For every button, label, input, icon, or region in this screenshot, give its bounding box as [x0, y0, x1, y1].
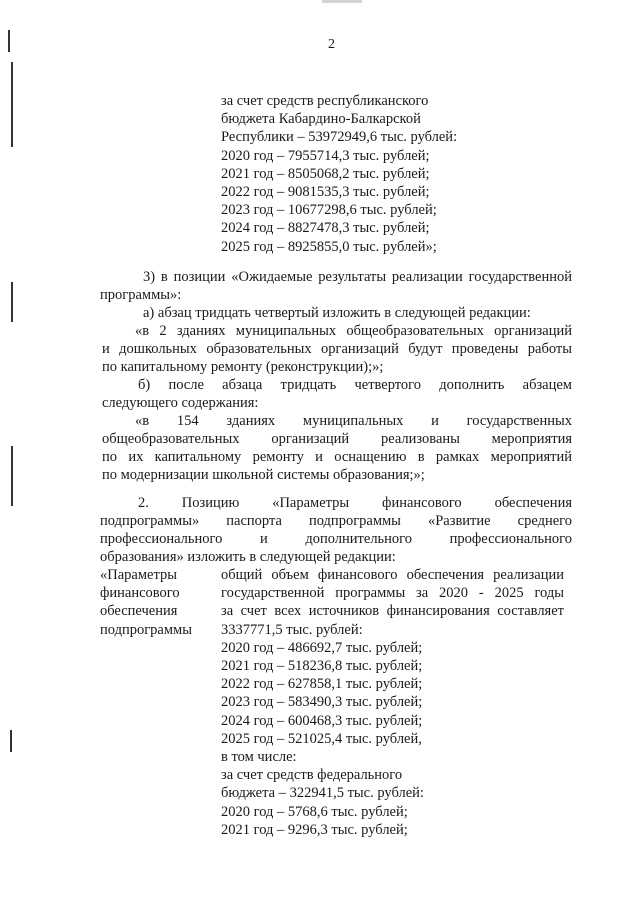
paragraph-line: следующего содержания:: [102, 395, 259, 411]
funding-line: 2023 год – 10677298,6 тыс. рублей;: [221, 202, 437, 219]
param-intro-line: за счет всех источников финансирования составляет: [221, 603, 564, 620]
left-margin-scan-mark: [11, 446, 13, 506]
page-number: 2: [328, 37, 335, 52]
param-intro-line: общий объем финансового обеспечения реализации: [221, 567, 564, 583]
funding-block-top: [221, 92, 457, 256]
param-year-line: 2023 год – 583490,3 тыс. рублей;: [221, 694, 423, 711]
param-year-line: 2020 год – 486692,7 тыс. рублей;: [221, 639, 423, 656]
param-value: [221, 566, 564, 839]
paragraph-line: б) после абзаца тридцать четвертого дополнить абзацем: [138, 377, 572, 393]
paragraph-line: образования» изложить в следующей редакции:: [100, 549, 396, 565]
param-including-line: в том числе:: [221, 749, 297, 766]
funding-line: бюджета Кабардино-Балкарской: [221, 111, 421, 128]
param-year-line: 2021 год – 518236,8 тыс. рублей;: [221, 658, 423, 675]
param-label-line: финансового: [100, 585, 180, 602]
paragraph-line: 3) в позиции «Ожидаемые результаты реализации государственной: [143, 269, 572, 285]
funding-line: Республики – 53972949,6 тыс. рублей:: [221, 129, 458, 146]
left-margin-scan-mark: [10, 730, 12, 752]
param-federal-line: бюджета – 322941,5 тыс. рублей:: [221, 785, 424, 802]
param-label-line: обеспечения: [100, 603, 178, 620]
funding-line: 2021 год – 8505068,2 тыс. рублей;: [221, 165, 430, 182]
paragraph-line: по их капитальному ремонту и оснащению в рамках мероприятий: [102, 449, 572, 465]
paragraph-line: профессионального и дополнительного профессионального: [100, 531, 572, 547]
funding-line: 2024 год – 8827478,3 тыс. рублей;: [221, 220, 430, 237]
param-label-line: «Параметры: [100, 567, 177, 583]
paragraph-line: по модернизации школьной системы образования;»;: [102, 467, 425, 483]
scan-artifact: [322, 0, 362, 3]
paragraph-line: по капитальному ремонту (реконструкции);»;: [102, 359, 384, 375]
param-federal-line: 2021 год – 9296,3 тыс. рублей;: [221, 821, 408, 838]
param-label: [100, 566, 192, 639]
paragraph-line: и дошкольных образовательных организаций будут проведены работы: [102, 341, 572, 357]
param-federal-line: за счет средств федерального: [221, 767, 403, 784]
funding-line: 2022 год – 9081535,3 тыс. рублей;: [221, 184, 430, 201]
param-year-line: 2025 год – 521025,4 тыс. рублей,: [221, 730, 422, 747]
funding-line: 2020 год – 7955714,3 тыс. рублей;: [221, 147, 430, 164]
left-margin-scan-mark: [11, 62, 13, 147]
funding-line: за счет средств республиканского: [221, 93, 429, 109]
param-year-line: 2024 год – 600468,3 тыс. рублей;: [221, 712, 423, 729]
param-label-line: подпрограммы: [100, 621, 192, 638]
paragraph-line: подпрограммы» паспорта подпрограммы «Развитие среднего: [100, 513, 572, 529]
paragraph-line: общеобразовательных организаций реализованы мероприятия: [102, 431, 572, 447]
paragraph-line: а) абзац тридцать четвертый изложить в следующей редакции:: [143, 305, 531, 321]
paragraph-line: программы»:: [100, 287, 182, 303]
funding-line: 2025 год – 8925855,0 тыс. рублей»;: [221, 238, 437, 255]
paragraph-line: «в 2 зданиях муниципальных общеобразовательных организаций: [135, 323, 572, 339]
left-margin-scan-mark: [8, 30, 10, 52]
param-intro-line: 3337771,5 тыс. рублей:: [221, 621, 363, 638]
param-intro-line: государственной программы за 2020 - 2025 годы: [221, 585, 564, 602]
param-federal-line: 2020 год – 5768,6 тыс. рублей;: [221, 803, 408, 820]
param-year-line: 2022 год – 627858,1 тыс. рублей;: [221, 676, 423, 693]
paragraph-line: «в 154 зданиях муниципальных и государственных: [135, 413, 572, 429]
left-margin-scan-mark: [11, 282, 13, 322]
paragraph-line: 2. Позицию «Параметры финансового обеспечения: [138, 495, 572, 511]
